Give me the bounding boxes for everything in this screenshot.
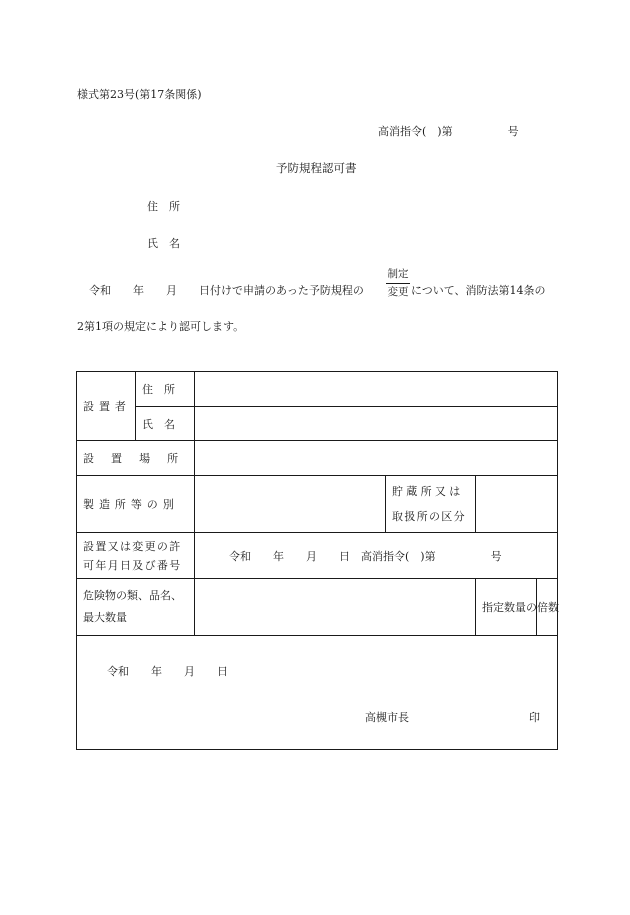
multiple-label: 指定数量の倍数 [476,579,537,636]
permit-label-line2: 可年月日及び番号 [83,558,182,572]
body-text-line2: 2第1項の規定により認可します。 [77,320,245,333]
installer-address-row [77,372,558,407]
location-label: 設置場所 [77,441,195,476]
facility-row [77,476,558,533]
hazard-label-line2: 最大数量 [83,611,127,624]
signature-cell [77,636,558,750]
installer-name-row [77,407,558,441]
reference-number: 高消指令( )第 号 [378,125,519,138]
permit-row [77,533,558,579]
installer-address-field[interactable] [195,372,558,407]
storage-category-field[interactable] [476,476,558,533]
installer-label: 設置者 [77,372,136,441]
hazard-field[interactable] [195,579,476,636]
facility-type-label: 製造所等の別 [77,476,195,533]
fraction-bottom: 変更 [387,285,409,298]
permit-label [77,533,195,579]
installer-address-label: 住 所 [136,372,195,407]
fraction-bar [386,283,410,284]
mayor-label: 高槻市長 [365,711,409,724]
hazard-label [77,579,195,636]
installer-name-field[interactable] [195,407,558,441]
facility-type-field[interactable] [195,476,386,533]
storage-label-line1: 貯蔵所又は [392,485,464,498]
hazard-label-line1: 危険物の類、品名、 [83,589,182,602]
signature-row [77,636,558,750]
permit-label-line1: 設置又は変更の許 [83,539,182,553]
seal-label: 印 [529,711,540,724]
installer-name-label: 氏 名 [136,407,195,441]
location-field[interactable] [195,441,558,476]
hazard-row [77,579,558,636]
document-title: 予防規程認可書 [276,161,357,175]
permit-value[interactable]: 令和 年 月 日 高消指令( )第 号 [195,533,558,579]
issue-date: 令和 年 月 日 [107,665,228,678]
body-text-prefix: 令和 年 月 日付けで申請のあった予防規程の [89,284,364,297]
body-text-suffix: について、消防法第14条の [411,284,546,297]
storage-category-label [386,476,476,533]
address-label: 住 所 [147,200,180,213]
name-label: 氏 名 [147,237,180,250]
enact-change-fraction [386,269,410,297]
permit-table [76,371,558,750]
location-row [77,441,558,476]
form-number: 様式第23号(第17条関係) [77,88,202,101]
fraction-top: 制定 [387,268,409,280]
storage-label-line2: 取扱所の区分 [392,510,466,523]
